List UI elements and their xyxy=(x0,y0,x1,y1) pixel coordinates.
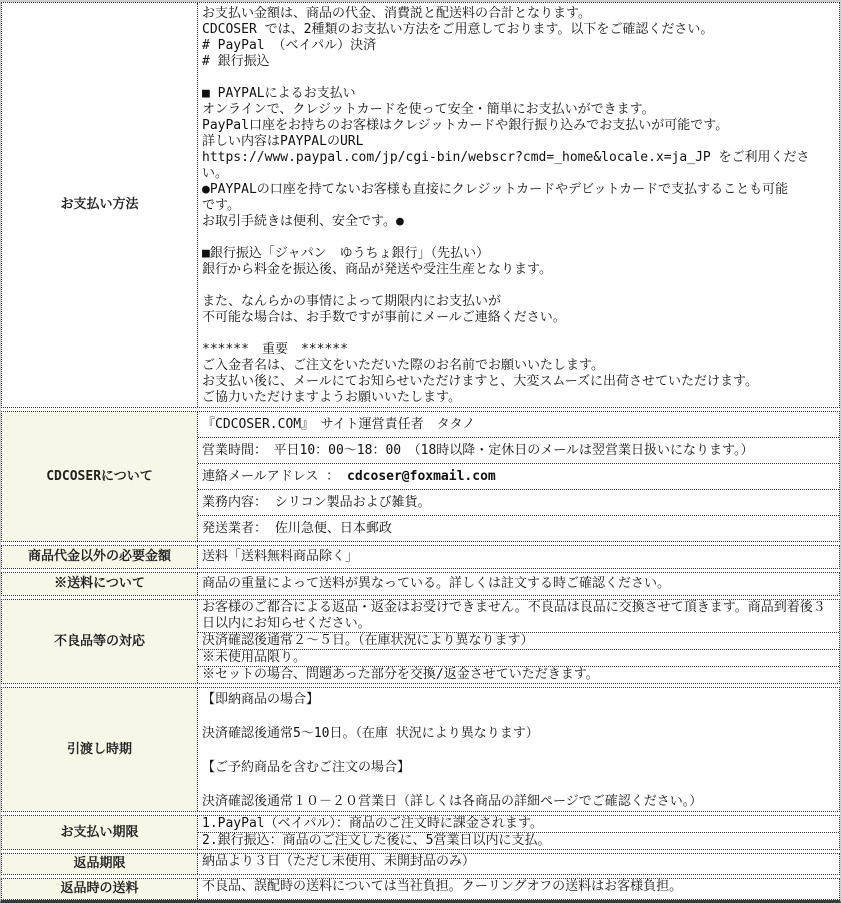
site-operator-row: 『CDCOSER.COM』 サイト運営責任者 タタノ xyxy=(198,412,839,438)
blank-line xyxy=(202,742,835,759)
section-extra-fees xyxy=(1,545,840,569)
text-line: ご協力いただけますようお願いいたします。 xyxy=(202,390,461,405)
business-description-row: 業務内容： シリコン製品および雑貨。 xyxy=(198,490,839,516)
about-cdcoser-rows xyxy=(198,412,839,541)
text-line: 決済確認後通常5～10日。（在庫 状況により異なります） xyxy=(202,726,539,741)
row-header-extra-fees: 商品代金以外の必要金額 xyxy=(2,546,198,568)
row-header-return-deadline: 返品期限 xyxy=(2,854,198,874)
text-line: です。 xyxy=(202,198,240,213)
table-row: 商品の重量によって送料が異なっている。詳しくは註文する時ご確認ください。 xyxy=(202,576,671,591)
text-line: お支払い後に、メールにてお知らせいただけますと、大変スムーズに出荷させていただけます。 xyxy=(202,374,759,389)
blank-line xyxy=(202,326,835,342)
text-line: CDCOSER では、2種類のお支払い方法をご用意しております。以下をご確認ください。 xyxy=(202,22,714,37)
row-header-shipping-fee-note: ※送料について xyxy=(2,573,198,595)
text-line: ■ PAYPALによるお支払い xyxy=(202,86,356,101)
business-hours-row: 営業時間： 平日10：00～18：00 （18時以降・定休日のメールは翌営業日扱いになります。） xyxy=(198,438,839,464)
text-line: また、なんらかの事情によって期限内にお支払いが xyxy=(202,294,502,309)
table-row: 不良品、誤配時の送料については当社負担。クーリングオフの送料はお客様負担。 xyxy=(202,879,683,894)
table-row: 送料「送料無料商品除く」 xyxy=(202,549,359,564)
section-defective-goods xyxy=(1,599,840,684)
section-payment-deadline xyxy=(1,815,840,850)
section-payment-method xyxy=(1,2,840,408)
text-line: お支払い金額は、商品の代金、消費説と配送料の合計となります。 xyxy=(202,6,591,21)
payment-method-lines xyxy=(198,3,839,407)
text-line: 不可能な場合は、お手数ですが事前にメールご連絡ください。 xyxy=(202,310,566,325)
section-about-cdcoser xyxy=(1,411,840,542)
text-line: ●PAYPALの口座を持てないお客様も直接にクレジットカードやデビットカードで支払することも可能 xyxy=(202,182,789,197)
text-line: 詳しい内容はPAYPALのURL xyxy=(202,134,364,149)
contact-email: cdcoser@foxmail.com xyxy=(347,469,496,484)
defective-goods-rows xyxy=(198,600,839,683)
text-line: オンラインで、クレジットカードを使って安全・簡単にお支払いができます。 xyxy=(202,102,655,117)
row-header-about-cdcoser: CDCOSERについて xyxy=(2,412,198,541)
text-line: ご入金者名は、ご注文をいただいた際のお名前でお願いいたします。 xyxy=(202,358,604,373)
text-line: 銀行から料金を振込後、商品が発送や受注生産となります。 xyxy=(202,262,552,277)
return-shipping-cost-rows xyxy=(198,879,839,899)
text-line: ■銀行振込「ジャパン ゆうちょ銀行」（先払い） xyxy=(202,246,490,261)
table-row: 納品より３日（ただし未使用、未開封品のみ） xyxy=(202,854,476,869)
row-header-payment-method: お支払い方法 xyxy=(2,3,198,407)
shipping-carrier-row: 発送業者： 佐川急便、日本郵政 xyxy=(202,521,392,536)
shipping-fee-note-rows xyxy=(198,573,839,595)
table-row: 1.PayPal（ベイパル）：商品のご注文時に課金されます。 xyxy=(198,816,839,833)
blank-line xyxy=(202,278,835,294)
section-shipping-fee-note xyxy=(1,572,840,596)
row-header-return-shipping-cost: 返品時の送料 xyxy=(2,879,198,899)
text-line: お取引手続きは便利、安全です。● xyxy=(202,214,404,229)
blank-line xyxy=(202,230,835,246)
table-row: 2.銀行振込：商品のご注文した後に、5営業日以内に支払。 xyxy=(202,833,551,848)
contact-email-label: 連絡メールアドレス ： xyxy=(202,469,348,484)
contact-email-row xyxy=(198,464,839,490)
blank-line xyxy=(202,70,835,86)
text-line: # 銀行振込 xyxy=(202,54,270,69)
text-line: 【即納商品の場合】 xyxy=(202,692,320,707)
return-deadline-rows xyxy=(198,854,839,874)
table-row: 決済確認後通常２～５日。（在庫状況により異なります） xyxy=(198,633,839,650)
row-header-payment-deadline: お支払い期限 xyxy=(2,816,198,849)
table-row: ※セットの場合、問題あった部分を交換/返金させていただきます。 xyxy=(202,667,599,682)
extra-fees-rows xyxy=(198,546,839,568)
text-line: # PayPal （ベイパル）決済 xyxy=(202,38,377,53)
text-line: 決済確認後通常１０－２０営業日（詳しくは各商品の詳細ページでご確認ください。） xyxy=(202,794,703,809)
paypal-url-text: https://www.paypal.com/jp/cgi-bin/webscr?cmd=_home&locale.x=ja_JP をご利用ください。 xyxy=(202,150,810,181)
blank-line xyxy=(202,708,835,725)
blank-line xyxy=(202,776,835,793)
delivery-time-lines xyxy=(198,688,839,811)
table-row: お客様のご都合による返品・返金はお受けできません。不良品は良品に交換させて頂きます。商品到着後３日以内にお知らせください。 xyxy=(198,600,839,633)
payment-method-content xyxy=(198,3,839,407)
text-line: PayPal口座をお持ちのお客様はクレジットカードや銀行振り込みでお支払いが可能です。 xyxy=(202,118,729,133)
payment-deadline-rows xyxy=(198,816,839,849)
text-line: 【ご予約商品を含むご注文の場合】 xyxy=(202,760,411,775)
table-row: ※未使用品限り。 xyxy=(198,650,839,667)
section-delivery-time xyxy=(1,687,840,812)
section-return-deadline xyxy=(1,853,840,875)
row-header-defective-goods: 不良品等の対応 xyxy=(2,600,198,683)
section-return-shipping-cost xyxy=(1,878,840,900)
row-header-delivery-time: 引渡し時期 xyxy=(2,688,198,811)
important-note-heading: ****** 重要 ****** xyxy=(202,342,348,357)
delivery-time-content xyxy=(198,688,839,811)
